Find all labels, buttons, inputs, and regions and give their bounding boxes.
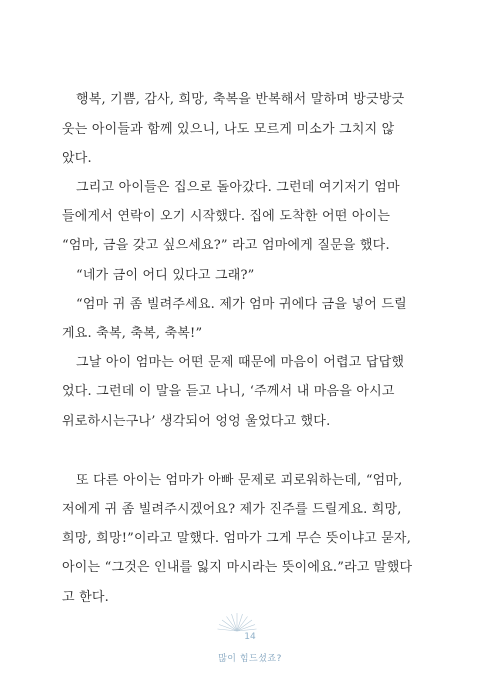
page-number: 14	[244, 632, 256, 642]
text-line: 고 한다.	[62, 590, 109, 605]
text-line: “네가 금이 어디 있다고 그래?”	[76, 268, 255, 283]
text-line: 행복, 기쁨, 감사, 희망, 축복을 반복해서 말하며 방긋방긋	[76, 92, 405, 107]
text-line: 또 다른 아이는 엄마가 아빠 문제로 괴로워하는데, “엄마,	[76, 473, 403, 488]
text-line: 웃는 아이들과 함께 있으니, 나도 모르게 미소가 그치지 않	[62, 122, 395, 137]
book-title: 많이 힘드셨죠?	[218, 654, 282, 664]
text-line: 게요. 축복, 축복, 축복!”	[62, 326, 203, 341]
text-line: 희망, 희망!”이라고 말했다. 엄마가 그게 무슨 뜻이냐고 묻자,	[62, 531, 412, 546]
text-line: 그리고 아이들은 집으로 돌아갔다. 그런데 여기저기 엄마	[76, 180, 400, 195]
text-line: 았다.	[62, 151, 92, 166]
text-line: 위로하시는구나’ 생각되어 엉엉 울었다고 했다.	[62, 414, 331, 429]
text-line: 아이는 “그것은 인내를 잃지 마시라는 뜻이에요.”라고 말했다	[62, 560, 413, 575]
text-line: 저에게 귀 좀 빌려주시겠어요? 제가 진주를 드릴게요. 희망,	[62, 502, 402, 517]
text-line: 들에게서 연락이 오기 시작했다. 집에 도착한 어떤 아이는	[62, 209, 391, 224]
text-line: “엄마 귀 좀 빌려주세요. 제가 엄마 귀에다 금을 넣어 드릴	[76, 297, 407, 312]
sun-rays-icon	[212, 609, 262, 633]
text-line: 었다. 그런데 이 말을 듣고 나니, ‘주께서 내 마음을 아시고	[62, 384, 395, 399]
text-line: 그날 아이 엄마는 어떤 문제 때문에 마음이 어렵고 답답했	[76, 355, 405, 370]
text-line: “엄마, 금을 갖고 싶으세요?” 라고 엄마에게 질문을 했다.	[62, 238, 390, 253]
